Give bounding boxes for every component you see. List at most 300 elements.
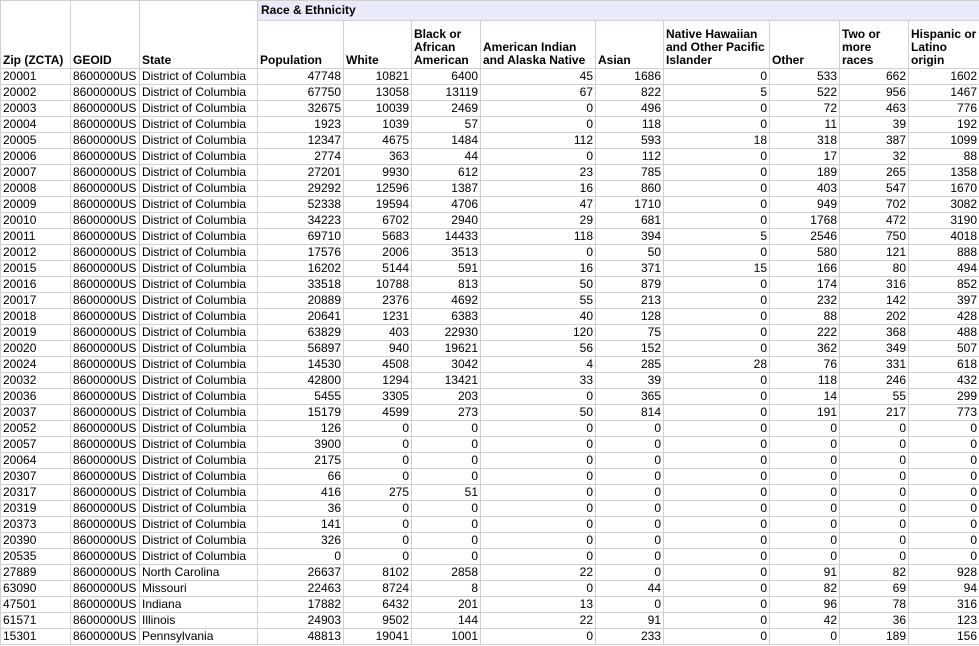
- cell[interactable]: 48813: [258, 629, 344, 645]
- cell[interactable]: 5: [664, 85, 770, 101]
- cell[interactable]: 8600000US: [71, 421, 140, 437]
- cell[interactable]: 20036: [1, 389, 71, 405]
- cell[interactable]: 0: [664, 437, 770, 453]
- cell[interactable]: 4: [481, 357, 596, 373]
- cell[interactable]: 189: [840, 629, 909, 645]
- cell[interactable]: 1923: [258, 117, 344, 133]
- cell[interactable]: 0: [481, 549, 596, 565]
- cell[interactable]: 0: [481, 485, 596, 501]
- cell[interactable]: District of Columbia: [140, 357, 258, 373]
- cell[interactable]: 203: [412, 389, 481, 405]
- cell[interactable]: 67: [481, 85, 596, 101]
- cell[interactable]: 949: [770, 197, 840, 213]
- cell[interactable]: 275: [344, 485, 412, 501]
- cell[interactable]: 36: [258, 501, 344, 517]
- cell[interactable]: 82: [770, 581, 840, 597]
- cell[interactable]: 496: [596, 101, 664, 117]
- cell[interactable]: 0: [481, 517, 596, 533]
- cell[interactable]: 8600000US: [71, 373, 140, 389]
- cell[interactable]: 0: [664, 293, 770, 309]
- cell[interactable]: 44: [412, 149, 481, 165]
- cell[interactable]: 8600000US: [71, 325, 140, 341]
- cell[interactable]: 213: [596, 293, 664, 309]
- cell[interactable]: 0: [909, 549, 979, 565]
- cell[interactable]: 0: [481, 533, 596, 549]
- cell[interactable]: 8600000US: [71, 597, 140, 613]
- cell[interactable]: 91: [770, 565, 840, 581]
- cell[interactable]: 51: [412, 485, 481, 501]
- column-header[interactable]: Zip (ZCTA): [1, 21, 71, 69]
- cell[interactable]: 0: [840, 501, 909, 517]
- cell[interactable]: 362: [770, 341, 840, 357]
- cell[interactable]: 18: [664, 133, 770, 149]
- cell[interactable]: 17576: [258, 245, 344, 261]
- cell[interactable]: 14433: [412, 229, 481, 245]
- cell[interactable]: 9930: [344, 165, 412, 181]
- cell[interactable]: 8600000US: [71, 213, 140, 229]
- cell[interactable]: 363: [344, 149, 412, 165]
- column-header[interactable]: White: [344, 21, 412, 69]
- cell[interactable]: 20019: [1, 325, 71, 341]
- cell[interactable]: 0: [481, 245, 596, 261]
- cell[interactable]: 365: [596, 389, 664, 405]
- cell[interactable]: 20390: [1, 533, 71, 549]
- cell[interactable]: District of Columbia: [140, 501, 258, 517]
- cell[interactable]: District of Columbia: [140, 325, 258, 341]
- cell[interactable]: 0: [481, 469, 596, 485]
- cell[interactable]: District of Columbia: [140, 405, 258, 421]
- cell[interactable]: 956: [840, 85, 909, 101]
- cell[interactable]: 2940: [412, 213, 481, 229]
- cell[interactable]: 232: [770, 293, 840, 309]
- cell[interactable]: 2006: [344, 245, 412, 261]
- cell[interactable]: 0: [770, 501, 840, 517]
- cell[interactable]: 39: [840, 117, 909, 133]
- cell[interactable]: 0: [840, 533, 909, 549]
- cell[interactable]: 17882: [258, 597, 344, 613]
- cell[interactable]: 8600000US: [71, 245, 140, 261]
- cell[interactable]: 20535: [1, 549, 71, 565]
- cell[interactable]: 8600000US: [71, 469, 140, 485]
- cell[interactable]: 8600000US: [71, 357, 140, 373]
- cell[interactable]: 16202: [258, 261, 344, 277]
- cell[interactable]: 8600000US: [71, 133, 140, 149]
- cell[interactable]: 29292: [258, 181, 344, 197]
- cell[interactable]: 45: [481, 69, 596, 85]
- cell[interactable]: District of Columbia: [140, 149, 258, 165]
- cell[interactable]: 0: [481, 437, 596, 453]
- cell[interactable]: 591: [412, 261, 481, 277]
- cell[interactable]: District of Columbia: [140, 389, 258, 405]
- cell[interactable]: 776: [909, 101, 979, 117]
- cell[interactable]: 8600000US: [71, 229, 140, 245]
- cell[interactable]: 879: [596, 277, 664, 293]
- cell[interactable]: 0: [840, 469, 909, 485]
- cell[interactable]: 0: [481, 629, 596, 645]
- cell[interactable]: 123: [909, 613, 979, 629]
- cell[interactable]: 0: [770, 533, 840, 549]
- cell[interactable]: 0: [412, 549, 481, 565]
- cell[interactable]: 20008: [1, 181, 71, 197]
- cell[interactable]: 0: [770, 421, 840, 437]
- cell[interactable]: 8600000US: [71, 341, 140, 357]
- column-header[interactable]: Population: [258, 21, 344, 69]
- cell[interactable]: 0: [840, 485, 909, 501]
- column-header[interactable]: Black or African American: [412, 21, 481, 69]
- cell[interactable]: 91: [596, 613, 664, 629]
- cell[interactable]: District of Columbia: [140, 261, 258, 277]
- cell[interactable]: 144: [412, 613, 481, 629]
- cell[interactable]: District of Columbia: [140, 421, 258, 437]
- cell[interactable]: 20007: [1, 165, 71, 181]
- cell[interactable]: 32: [840, 149, 909, 165]
- cell[interactable]: 0: [909, 437, 979, 453]
- cell[interactable]: District of Columbia: [140, 117, 258, 133]
- cell[interactable]: 22463: [258, 581, 344, 597]
- cell[interactable]: 63829: [258, 325, 344, 341]
- cell[interactable]: 4599: [344, 405, 412, 421]
- cell[interactable]: 201: [412, 597, 481, 613]
- cell[interactable]: 3082: [909, 197, 979, 213]
- cell[interactable]: 26637: [258, 565, 344, 581]
- cell[interactable]: 6383: [412, 309, 481, 325]
- cell[interactable]: 0: [596, 517, 664, 533]
- cell[interactable]: 0: [481, 421, 596, 437]
- cell[interactable]: 0: [770, 469, 840, 485]
- cell[interactable]: 2469: [412, 101, 481, 117]
- cell[interactable]: 189: [770, 165, 840, 181]
- cell[interactable]: 0: [596, 501, 664, 517]
- cell[interactable]: 20005: [1, 133, 71, 149]
- cell[interactable]: 1231: [344, 309, 412, 325]
- cell[interactable]: 0: [770, 485, 840, 501]
- cell[interactable]: 0: [770, 437, 840, 453]
- cell[interactable]: 0: [840, 437, 909, 453]
- cell[interactable]: 0: [344, 549, 412, 565]
- cell[interactable]: 8600000US: [71, 437, 140, 453]
- cell[interactable]: 27889: [1, 565, 71, 581]
- cell[interactable]: District of Columbia: [140, 229, 258, 245]
- cell[interactable]: 76: [770, 357, 840, 373]
- cell[interactable]: 2376: [344, 293, 412, 309]
- cell[interactable]: 488: [909, 325, 979, 341]
- cell[interactable]: 0: [664, 341, 770, 357]
- cell[interactable]: 8600000US: [71, 565, 140, 581]
- cell[interactable]: 522: [770, 85, 840, 101]
- cell[interactable]: 118: [481, 229, 596, 245]
- cell[interactable]: 13058: [344, 85, 412, 101]
- column-header[interactable]: State: [140, 21, 258, 69]
- cell[interactable]: 5144: [344, 261, 412, 277]
- cell[interactable]: 120: [481, 325, 596, 341]
- cell[interactable]: 4508: [344, 357, 412, 373]
- cell[interactable]: 0: [344, 469, 412, 485]
- cell[interactable]: 0: [596, 485, 664, 501]
- cell[interactable]: 8600000US: [71, 117, 140, 133]
- cell[interactable]: 5: [664, 229, 770, 245]
- cell[interactable]: 1670: [909, 181, 979, 197]
- cell[interactable]: 1768: [770, 213, 840, 229]
- cell[interactable]: 0: [664, 325, 770, 341]
- cell[interactable]: 118: [770, 373, 840, 389]
- cell[interactable]: 0: [596, 469, 664, 485]
- cell[interactable]: 428: [909, 309, 979, 325]
- cell[interactable]: 0: [412, 517, 481, 533]
- cell[interactable]: 8600000US: [71, 501, 140, 517]
- cell[interactable]: 20641: [258, 309, 344, 325]
- cell[interactable]: 20319: [1, 501, 71, 517]
- cell[interactable]: 0: [909, 501, 979, 517]
- cell[interactable]: 0: [664, 501, 770, 517]
- cell[interactable]: 265: [840, 165, 909, 181]
- cell[interactable]: 29: [481, 213, 596, 229]
- cell[interactable]: 316: [840, 277, 909, 293]
- cell[interactable]: 8: [412, 581, 481, 597]
- cell[interactable]: 15179: [258, 405, 344, 421]
- cell[interactable]: 0: [664, 165, 770, 181]
- cell[interactable]: 192: [909, 117, 979, 133]
- cell[interactable]: 20307: [1, 469, 71, 485]
- cell[interactable]: 0: [664, 629, 770, 645]
- cell[interactable]: 20015: [1, 261, 71, 277]
- cell[interactable]: 4018: [909, 229, 979, 245]
- cell[interactable]: 121: [840, 245, 909, 261]
- cell[interactable]: 2858: [412, 565, 481, 581]
- cell[interactable]: 8600000US: [71, 309, 140, 325]
- cell[interactable]: 23: [481, 165, 596, 181]
- cell[interactable]: 20012: [1, 245, 71, 261]
- cell[interactable]: 6432: [344, 597, 412, 613]
- cell[interactable]: 273: [412, 405, 481, 421]
- cell[interactable]: Indiana: [140, 597, 258, 613]
- cell[interactable]: 15: [664, 261, 770, 277]
- header-cell-blank[interactable]: [140, 1, 258, 21]
- cell[interactable]: 403: [770, 181, 840, 197]
- cell[interactable]: 0: [664, 565, 770, 581]
- cell[interactable]: 52338: [258, 197, 344, 213]
- cell[interactable]: 814: [596, 405, 664, 421]
- column-header[interactable]: Native Hawaiian and Other Pacific Islander: [664, 21, 770, 69]
- cell[interactable]: 82: [840, 565, 909, 581]
- cell[interactable]: 387: [840, 133, 909, 149]
- cell[interactable]: 61571: [1, 613, 71, 629]
- cell[interactable]: 22930: [412, 325, 481, 341]
- cell[interactable]: District of Columbia: [140, 309, 258, 325]
- cell[interactable]: 8600000US: [71, 389, 140, 405]
- cell[interactable]: 416: [258, 485, 344, 501]
- cell[interactable]: District of Columbia: [140, 69, 258, 85]
- cell[interactable]: 785: [596, 165, 664, 181]
- cell[interactable]: 0: [840, 453, 909, 469]
- cell[interactable]: 40: [481, 309, 596, 325]
- cell[interactable]: 42: [770, 613, 840, 629]
- cell[interactable]: 50: [481, 405, 596, 421]
- cell[interactable]: 20017: [1, 293, 71, 309]
- cell[interactable]: District of Columbia: [140, 517, 258, 533]
- cell[interactable]: District of Columbia: [140, 165, 258, 181]
- cell[interactable]: 20011: [1, 229, 71, 245]
- cell[interactable]: 78: [840, 597, 909, 613]
- cell[interactable]: 0: [596, 421, 664, 437]
- cell[interactable]: 681: [596, 213, 664, 229]
- cell[interactable]: 0: [344, 533, 412, 549]
- cell[interactable]: 20002: [1, 85, 71, 101]
- cell[interactable]: 0: [412, 421, 481, 437]
- cell[interactable]: 42800: [258, 373, 344, 389]
- cell[interactable]: 20052: [1, 421, 71, 437]
- cell[interactable]: 72: [770, 101, 840, 117]
- cell[interactable]: 13: [481, 597, 596, 613]
- cell[interactable]: 612: [412, 165, 481, 181]
- cell[interactable]: 0: [481, 581, 596, 597]
- cell[interactable]: 118: [596, 117, 664, 133]
- cell[interactable]: 36: [840, 613, 909, 629]
- cell[interactable]: 112: [596, 149, 664, 165]
- cell[interactable]: District of Columbia: [140, 133, 258, 149]
- cell[interactable]: 126: [258, 421, 344, 437]
- cell[interactable]: 547: [840, 181, 909, 197]
- cell[interactable]: 0: [664, 469, 770, 485]
- cell[interactable]: 0: [770, 629, 840, 645]
- cell[interactable]: 3513: [412, 245, 481, 261]
- cell[interactable]: 0: [664, 69, 770, 85]
- cell[interactable]: 0: [664, 117, 770, 133]
- cell[interactable]: 8600000US: [71, 101, 140, 117]
- cell[interactable]: District of Columbia: [140, 453, 258, 469]
- cell[interactable]: 16: [481, 181, 596, 197]
- cell[interactable]: 15301: [1, 629, 71, 645]
- cell[interactable]: 56897: [258, 341, 344, 357]
- cell[interactable]: 24903: [258, 613, 344, 629]
- cell[interactable]: 0: [664, 149, 770, 165]
- cell[interactable]: 331: [840, 357, 909, 373]
- cell[interactable]: 33: [481, 373, 596, 389]
- cell[interactable]: 0: [481, 389, 596, 405]
- cell[interactable]: 0: [596, 437, 664, 453]
- cell[interactable]: 299: [909, 389, 979, 405]
- cell[interactable]: 1001: [412, 629, 481, 645]
- cell[interactable]: 34223: [258, 213, 344, 229]
- cell[interactable]: 0: [664, 309, 770, 325]
- cell[interactable]: 8600000US: [71, 197, 140, 213]
- cell[interactable]: District of Columbia: [140, 533, 258, 549]
- cell[interactable]: 702: [840, 197, 909, 213]
- cell[interactable]: 0: [664, 485, 770, 501]
- cell[interactable]: 8600000US: [71, 85, 140, 101]
- cell[interactable]: 8102: [344, 565, 412, 581]
- cell[interactable]: 80: [840, 261, 909, 277]
- cell[interactable]: 0: [770, 549, 840, 565]
- cell[interactable]: 349: [840, 341, 909, 357]
- cell[interactable]: 19621: [412, 341, 481, 357]
- cell[interactable]: 14530: [258, 357, 344, 373]
- cell[interactable]: 1358: [909, 165, 979, 181]
- cell[interactable]: 14: [770, 389, 840, 405]
- cell[interactable]: 0: [909, 517, 979, 533]
- cell[interactable]: 152: [596, 341, 664, 357]
- cell[interactable]: 8600000US: [71, 453, 140, 469]
- cell[interactable]: 3042: [412, 357, 481, 373]
- cell[interactable]: 20889: [258, 293, 344, 309]
- cell[interactable]: 0: [412, 453, 481, 469]
- cell[interactable]: 47501: [1, 597, 71, 613]
- cell[interactable]: 316: [909, 597, 979, 613]
- cell[interactable]: 4692: [412, 293, 481, 309]
- cell[interactable]: 8600000US: [71, 549, 140, 565]
- cell[interactable]: 494: [909, 261, 979, 277]
- cell[interactable]: 20009: [1, 197, 71, 213]
- cell[interactable]: 8600000US: [71, 517, 140, 533]
- cell[interactable]: 0: [412, 469, 481, 485]
- cell[interactable]: 20373: [1, 517, 71, 533]
- cell[interactable]: 0: [344, 453, 412, 469]
- cell[interactable]: 174: [770, 277, 840, 293]
- cell[interactable]: District of Columbia: [140, 101, 258, 117]
- cell[interactable]: 0: [664, 533, 770, 549]
- cell[interactable]: District of Columbia: [140, 181, 258, 197]
- cell[interactable]: 63090: [1, 581, 71, 597]
- cell[interactable]: 20003: [1, 101, 71, 117]
- cell[interactable]: 368: [840, 325, 909, 341]
- cell[interactable]: 0: [664, 213, 770, 229]
- cell[interactable]: 156: [909, 629, 979, 645]
- cell[interactable]: 4706: [412, 197, 481, 213]
- cell[interactable]: 0: [840, 421, 909, 437]
- cell[interactable]: 8600000US: [71, 485, 140, 501]
- cell[interactable]: 8600000US: [71, 149, 140, 165]
- cell[interactable]: 10821: [344, 69, 412, 85]
- cell[interactable]: District of Columbia: [140, 85, 258, 101]
- cell[interactable]: 32675: [258, 101, 344, 117]
- cell[interactable]: 20020: [1, 341, 71, 357]
- cell[interactable]: 822: [596, 85, 664, 101]
- cell[interactable]: 0: [664, 197, 770, 213]
- cell[interactable]: 1484: [412, 133, 481, 149]
- cell[interactable]: 22: [481, 613, 596, 629]
- cell[interactable]: 13119: [412, 85, 481, 101]
- cell[interactable]: 0: [664, 277, 770, 293]
- cell[interactable]: North Carolina: [140, 565, 258, 581]
- cell[interactable]: 69710: [258, 229, 344, 245]
- cell[interactable]: District of Columbia: [140, 197, 258, 213]
- cell[interactable]: District of Columbia: [140, 213, 258, 229]
- cell[interactable]: 10039: [344, 101, 412, 117]
- cell[interactable]: 0: [481, 501, 596, 517]
- cell[interactable]: 0: [909, 469, 979, 485]
- cell[interactable]: 20057: [1, 437, 71, 453]
- cell[interactable]: 20317: [1, 485, 71, 501]
- cell[interactable]: 0: [664, 181, 770, 197]
- cell[interactable]: 141: [258, 517, 344, 533]
- cell[interactable]: 0: [664, 517, 770, 533]
- cell[interactable]: 28: [664, 357, 770, 373]
- cell[interactable]: 0: [770, 517, 840, 533]
- column-header[interactable]: Two or more races: [840, 21, 909, 69]
- cell[interactable]: 1387: [412, 181, 481, 197]
- cell[interactable]: 860: [596, 181, 664, 197]
- cell[interactable]: 1467: [909, 85, 979, 101]
- cell[interactable]: 11: [770, 117, 840, 133]
- cell[interactable]: 88: [909, 149, 979, 165]
- cell[interactable]: District of Columbia: [140, 437, 258, 453]
- cell[interactable]: 0: [664, 373, 770, 389]
- group-header-race-ethnicity[interactable]: Race & Ethnicity: [258, 1, 979, 21]
- cell[interactable]: 20032: [1, 373, 71, 389]
- cell[interactable]: 1710: [596, 197, 664, 213]
- cell[interactable]: 44: [596, 581, 664, 597]
- cell[interactable]: 222: [770, 325, 840, 341]
- cell[interactable]: 75: [596, 325, 664, 341]
